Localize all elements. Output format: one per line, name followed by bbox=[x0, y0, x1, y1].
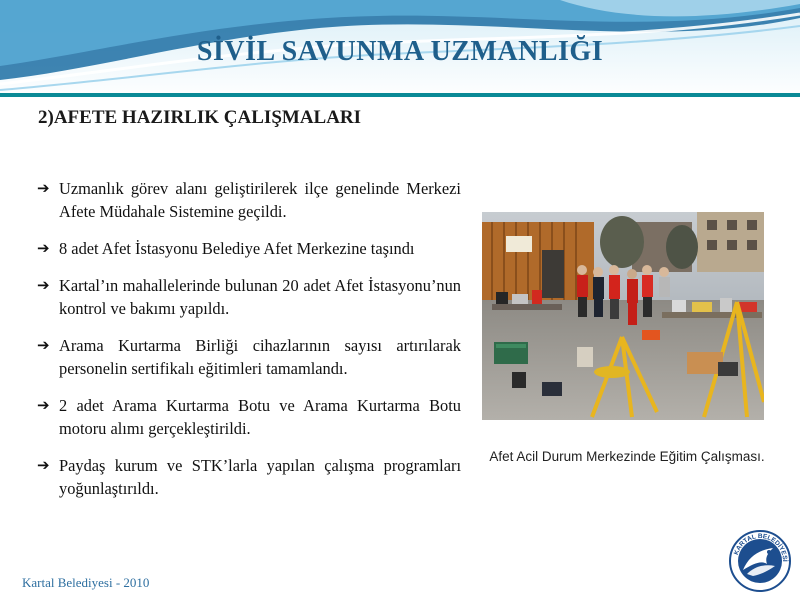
bullet-text: 8 adet Afet İstasyonu Belediye Afet Merkezine taşındı bbox=[59, 239, 415, 258]
bullet-item bbox=[37, 334, 461, 380]
section-heading: 2)AFETE HAZIRLIK ÇALIŞMALARI bbox=[38, 107, 362, 128]
footer-text: Kartal Belediyesi - 2010 bbox=[22, 575, 150, 590]
bullet-text: Paydaş kurum ve STK’larla yapılan çalışma programları yoğunlaştırıldı. bbox=[59, 456, 461, 498]
bullet-item bbox=[37, 454, 461, 500]
bullet-text: Kartal’ın mahallelerinde bulunan 20 adet Afet İstasyonu’nun kontrol ve bakımı yapıldı. bbox=[59, 276, 461, 318]
bullet-text: 2 adet Arama Kurtarma Botu ve Arama Kurtarma Botu motoru alımı gerçekleştirildi. bbox=[59, 396, 461, 438]
right-arrow-icon: ➔ bbox=[37, 396, 50, 414]
right-arrow-icon: ➔ bbox=[37, 336, 50, 354]
kartal-belediyesi-logo bbox=[729, 530, 791, 592]
bullet-item bbox=[37, 237, 461, 260]
title-divider bbox=[0, 93, 800, 97]
bullet-item bbox=[37, 177, 461, 223]
right-arrow-icon: ➔ bbox=[37, 276, 50, 294]
bullet-item bbox=[37, 394, 461, 440]
right-arrow-icon: ➔ bbox=[37, 456, 50, 474]
bullet-text: Arama Kurtarma Birliği cihazlarının sayısı artırılarak personelin sertifikalı eğitimleri tamamlandı. bbox=[59, 336, 461, 378]
right-arrow-icon: ➔ bbox=[37, 179, 50, 197]
slide-header bbox=[0, 0, 800, 100]
right-arrow-icon: ➔ bbox=[37, 239, 50, 257]
slide-title: SİVİL SAVUNMA UZMANLIĞI bbox=[196, 36, 604, 67]
bullet-text: Uzmanlık görev alanı geliştirilerek ilçe genelinde Merkezi Afete Müdahale Sistemine geçildi. bbox=[59, 179, 461, 221]
training-photo bbox=[482, 212, 764, 420]
bullet-list bbox=[37, 177, 461, 514]
photo-caption: Afet Acil Durum Merkezinde Eğitim Çalışması. bbox=[489, 449, 765, 464]
logo-text: KARTAL BELEDİYESİ bbox=[732, 532, 789, 562]
bullet-item bbox=[37, 274, 461, 320]
